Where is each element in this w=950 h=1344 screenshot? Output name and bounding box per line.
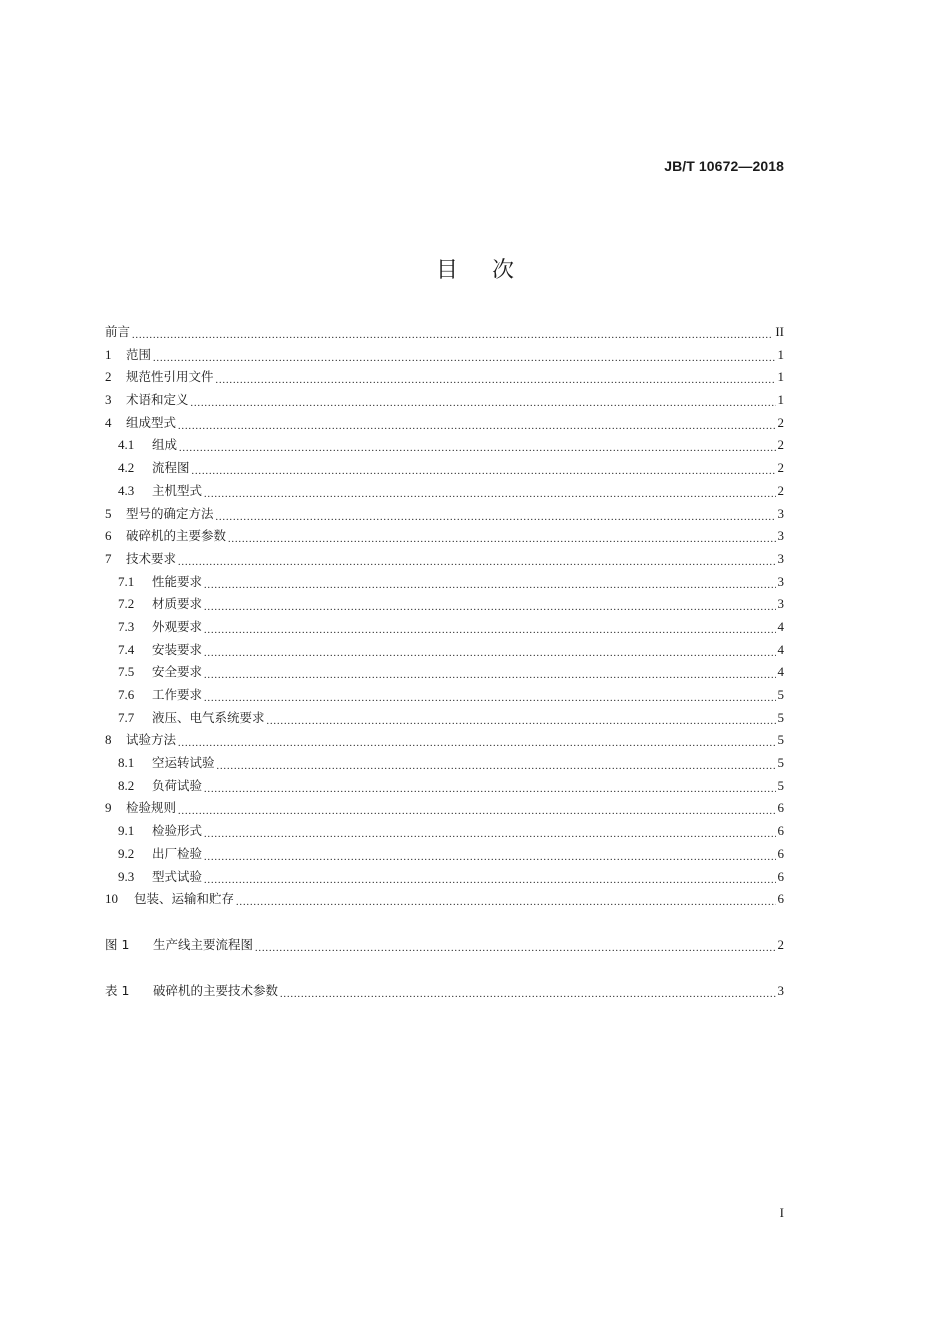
toc-number: 7.4 (118, 641, 135, 657)
toc-page: 2 (777, 414, 784, 430)
dot-leader (267, 713, 776, 727)
toc-page: 3 (777, 596, 784, 612)
table-of-contents (105, 322, 784, 1003)
toc-page: 4 (777, 664, 784, 680)
toc-page: 1 (777, 346, 784, 362)
dot-leader (255, 940, 775, 954)
toc-page: II (775, 324, 784, 339)
toc-page: 5 (777, 709, 784, 725)
dot-leader (204, 577, 775, 591)
dot-leader (178, 418, 775, 432)
toc-label: 负荷试验 (152, 777, 203, 793)
toc-page: 6 (777, 823, 784, 839)
dot-leader (178, 735, 775, 749)
toc-label: 组成 (152, 437, 178, 453)
toc-label: 型号的确定方法 (126, 505, 214, 521)
dot-leader (204, 486, 775, 500)
toc-label: 技术要求 (126, 550, 177, 566)
toc-label: 术语和定义 (126, 392, 189, 408)
toc-number: 7.7 (118, 709, 135, 725)
toc-row[interactable] (105, 685, 784, 708)
toc-row[interactable] (105, 776, 784, 799)
toc-label: 检验规则 (126, 800, 177, 816)
toc-number: 4.1 (118, 437, 135, 453)
toc-label: 组成型式 (126, 414, 177, 430)
toc-row[interactable] (105, 617, 784, 640)
toc-row[interactable] (105, 435, 784, 458)
dot-leader (179, 440, 775, 454)
toc-page: 3 (777, 550, 784, 566)
toc-label: 规范性引用文件 (126, 369, 214, 385)
dot-leader (178, 803, 775, 817)
dot-leader (204, 622, 775, 636)
toc-number: 7.2 (118, 596, 135, 612)
page-title: 目次 (435, 258, 548, 283)
figure-page: 2 (777, 936, 784, 952)
toc-row[interactable] (105, 481, 784, 504)
toc-label: 流程图 (152, 460, 190, 476)
toc-label: 性能要求 (152, 573, 203, 589)
toc-page: 2 (777, 437, 784, 453)
table-row[interactable] (105, 981, 784, 1004)
dot-leader (191, 395, 776, 409)
toc-row[interactable] (105, 322, 784, 345)
dot-leader (204, 826, 775, 840)
toc-row[interactable] (105, 889, 784, 912)
toc-row[interactable] (105, 390, 784, 413)
toc-row[interactable] (105, 640, 784, 663)
toc-row[interactable] (105, 821, 784, 844)
dot-leader (236, 894, 775, 908)
toc-page: 1 (777, 369, 784, 385)
toc-page: 2 (777, 460, 784, 476)
toc-row[interactable] (105, 367, 784, 390)
toc-number: 9 (105, 800, 112, 816)
document-id: JB/T 10672—2018 (664, 158, 784, 174)
dot-leader (216, 372, 776, 386)
toc-number: 4 (105, 414, 112, 430)
toc-page: 4 (777, 618, 784, 634)
dot-leader (280, 986, 775, 1000)
dot-leader (204, 849, 775, 863)
page-number: I (779, 1205, 784, 1220)
toc-label: 液压、电气系统要求 (152, 709, 265, 725)
toc-label: 主机型式 (152, 482, 203, 498)
dot-leader (216, 509, 776, 523)
toc-number: 10 (105, 891, 118, 907)
toc-number: 9.1 (118, 823, 135, 839)
toc-page: 3 (777, 528, 784, 544)
toc-page: 2 (777, 482, 784, 498)
toc-page: 5 (777, 687, 784, 702)
toc-page: 6 (777, 845, 784, 861)
toc-row[interactable] (105, 504, 784, 527)
toc-row[interactable] (105, 458, 784, 481)
dot-leader (153, 350, 775, 364)
toc-label: 前言 (105, 324, 131, 339)
toc-number: 4.3 (118, 482, 135, 498)
toc-number: 3 (105, 392, 112, 408)
toc-number: 7.5 (118, 664, 135, 680)
toc-page: 6 (777, 891, 784, 907)
toc-label: 检验形式 (152, 823, 203, 839)
toc-label: 安装要求 (152, 641, 203, 657)
toc-number: 1 (105, 346, 112, 362)
toc-label: 包装、运输和贮存 (134, 891, 235, 907)
toc-number: 6 (105, 528, 112, 544)
toc-label: 空运转试验 (152, 755, 215, 771)
table-number: 表 1 (105, 982, 130, 998)
dot-leader (204, 667, 775, 681)
toc-row[interactable] (105, 594, 784, 617)
table-page: 3 (777, 982, 784, 998)
toc-page: 5 (777, 732, 784, 748)
dot-leader (204, 599, 775, 613)
toc-page: 4 (777, 641, 784, 657)
spacer (105, 958, 784, 981)
toc-label: 出厂检验 (152, 845, 203, 861)
toc-number: 8.1 (118, 755, 135, 771)
toc-label: 材质要求 (152, 596, 203, 612)
dot-leader (217, 758, 776, 772)
toc-number: 9.2 (118, 845, 135, 861)
toc-number: 7.3 (118, 618, 135, 634)
dot-leader (204, 645, 775, 659)
toc-page: 1 (777, 392, 784, 408)
toc-number: 9.3 (118, 868, 135, 884)
toc-label: 试验方法 (126, 732, 177, 748)
figure-label: 生产线主要流程图 (153, 936, 254, 952)
toc-number: 8 (105, 732, 112, 748)
toc-row[interactable] (105, 844, 784, 867)
table-label: 破碎机的主要技术参数 (153, 982, 279, 998)
toc-row[interactable] (105, 572, 784, 595)
dot-leader (132, 327, 773, 341)
toc-page: 3 (777, 573, 784, 589)
toc-row[interactable] (105, 708, 784, 731)
toc-page: 5 (777, 755, 784, 771)
dot-leader (204, 781, 775, 795)
dot-leader (228, 531, 775, 545)
toc-number: 2 (105, 369, 112, 385)
toc-page: 5 (777, 777, 784, 793)
toc-row[interactable] (105, 730, 784, 753)
figure-row[interactable] (105, 935, 784, 958)
toc-number: 4.2 (118, 460, 135, 476)
toc-number: 7.6 (118, 687, 135, 702)
toc-label: 破碎机的主要参数 (126, 528, 227, 544)
toc-row[interactable] (105, 798, 784, 821)
toc-row[interactable] (105, 662, 784, 685)
dot-leader (204, 872, 775, 886)
spacer (105, 912, 784, 935)
toc-row[interactable] (105, 526, 784, 549)
toc-number: 8.2 (118, 777, 135, 793)
toc-row[interactable] (105, 753, 784, 776)
dot-leader (192, 463, 776, 477)
toc-number: 5 (105, 505, 112, 521)
toc-page: 6 (777, 800, 784, 816)
figure-number: 图 1 (105, 936, 130, 952)
toc-label: 范围 (126, 346, 152, 362)
toc-row[interactable] (105, 549, 784, 572)
dot-leader (178, 554, 775, 568)
toc-page: 6 (777, 868, 784, 884)
toc-row[interactable] (105, 867, 784, 890)
toc-row[interactable] (105, 413, 784, 436)
toc-label: 外观要求 (152, 618, 203, 634)
toc-page: 3 (777, 505, 784, 521)
dot-leader (204, 690, 775, 704)
toc-label: 型式试验 (152, 868, 203, 884)
toc-number: 7.1 (118, 573, 135, 589)
toc-number: 7 (105, 550, 112, 566)
toc-label: 安全要求 (152, 664, 203, 680)
toc-label: 工作要求 (152, 687, 203, 702)
toc-row[interactable] (105, 345, 784, 368)
